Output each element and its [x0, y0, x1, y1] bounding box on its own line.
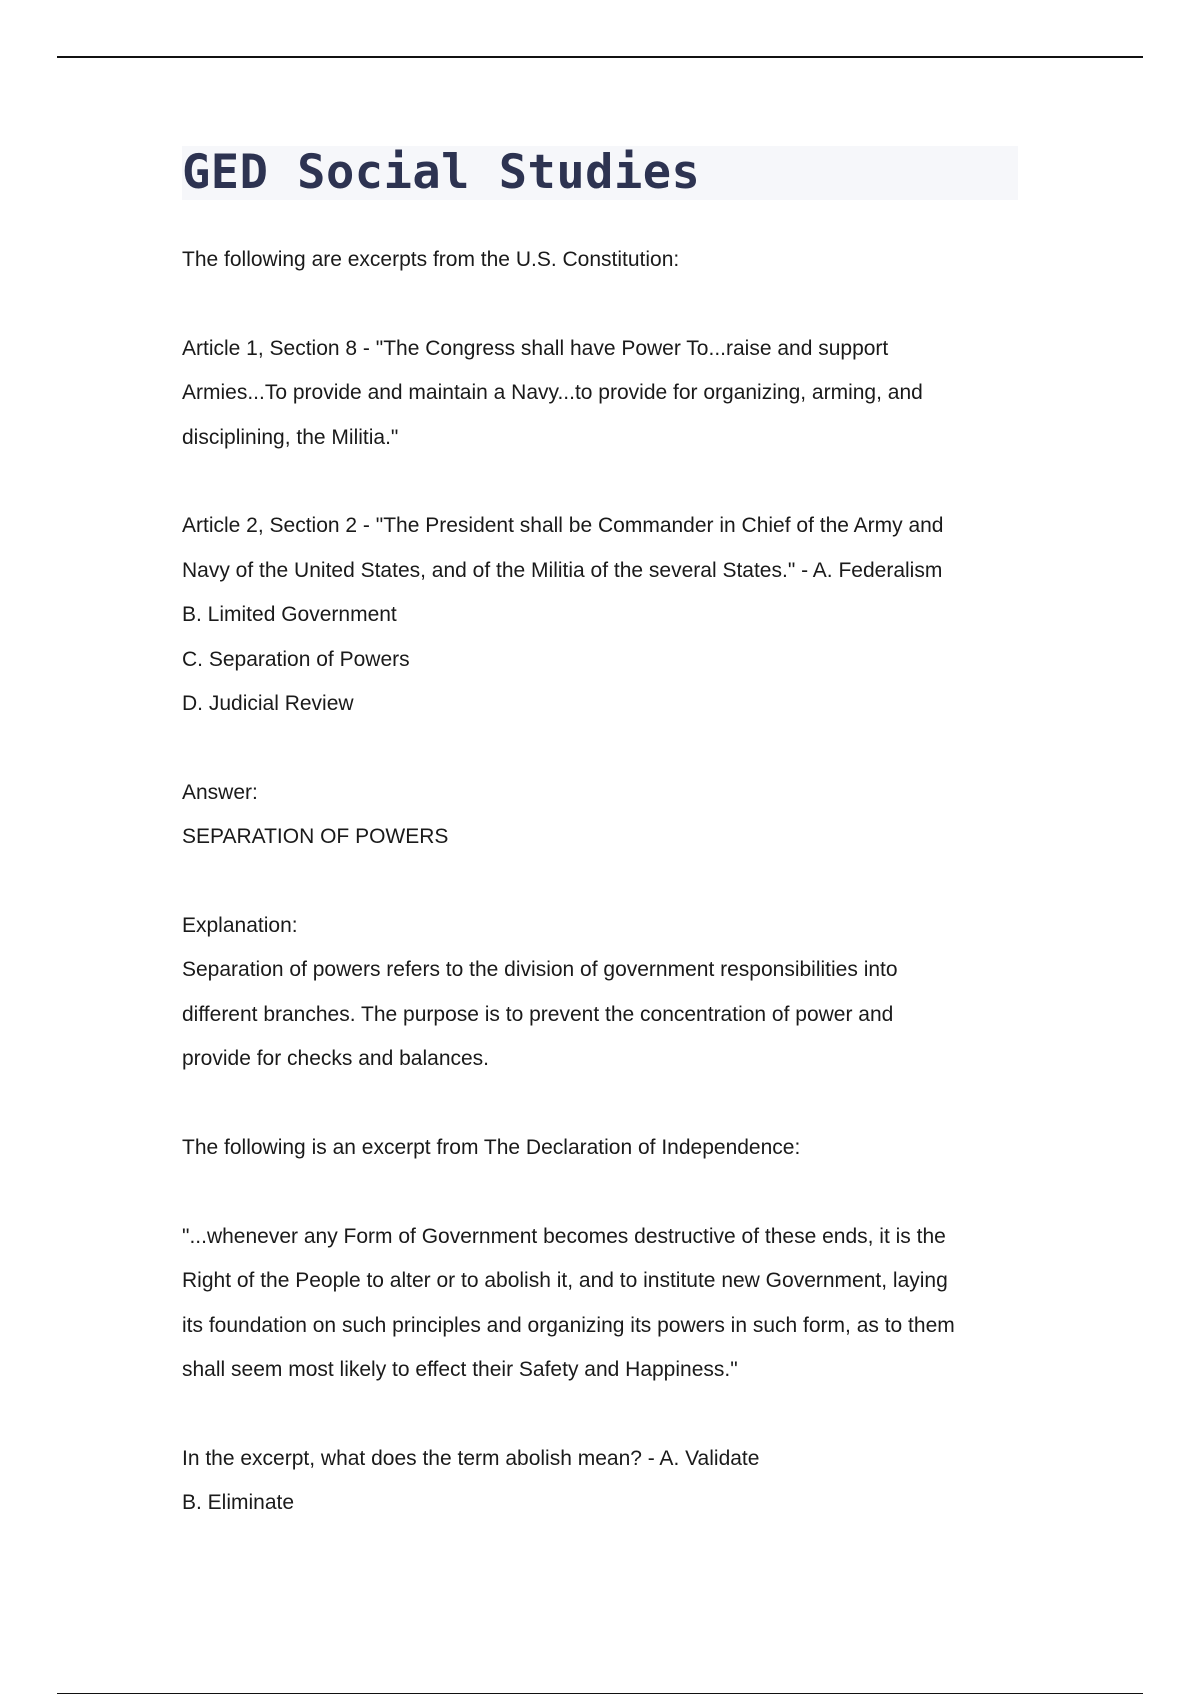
quote-line: Right of the People to alter or to abolish it, and to institute new Government, laying: [182, 1269, 948, 1293]
explanation-line: provide for checks and balances.: [182, 1047, 490, 1071]
quote-line: its foundation on such principles and organizing its powers in such form, as to them: [182, 1313, 955, 1337]
q2-question: In the excerpt, what does the term abolish mean? - A. Validate: [182, 1446, 760, 1470]
q1-option: D. Judicial Review: [182, 692, 354, 716]
quote-line: "...whenever any Form of Government becomes destructive of these ends, it is the: [182, 1224, 946, 1248]
q2-option: B. Eliminate: [182, 1491, 295, 1515]
explanation-line: Separation of powers refers to the division of government responsibilities into: [182, 958, 898, 982]
bottom-rule: [57, 1693, 1143, 1694]
explanation-line: different branches. The purpose is to prevent the concentration of power and: [182, 1002, 894, 1026]
title-block: [182, 146, 1018, 200]
q1-option: C. Separation of Powers: [182, 647, 410, 671]
q2-intro: The following is an excerpt from The Declaration of Independence:: [182, 1136, 801, 1160]
document-body: [182, 238, 1042, 1526]
excerpt1-line: Armies...To provide and maintain a Navy...to provide for organizing, arming, and: [182, 381, 923, 405]
excerpt1-line: Article 1, Section 8 - "The Congress shall have Power To...raise and support: [182, 336, 889, 360]
page-title: GED Social Studies: [182, 145, 701, 200]
top-rule: [57, 56, 1143, 58]
excerpt2-line: Navy of the United States, and of the Militia of the several States." - A. Federalism: [182, 558, 943, 582]
q1-option: B. Limited Government: [182, 603, 397, 627]
excerpt1-line: disciplining, the Militia.": [182, 425, 399, 449]
answer-value: SEPARATION OF POWERS: [182, 825, 449, 849]
quote-line: shall seem most likely to effect their Safety and Happiness.": [182, 1358, 738, 1382]
q1-intro: The following are excerpts from the U.S. Constitution:: [182, 248, 680, 271]
explanation-label: Explanation:: [182, 914, 298, 938]
answer-label: Answer:: [182, 780, 258, 804]
excerpt2-line: Article 2, Section 2 - "The President shall be Commander in Chief of the Army and: [182, 514, 944, 538]
